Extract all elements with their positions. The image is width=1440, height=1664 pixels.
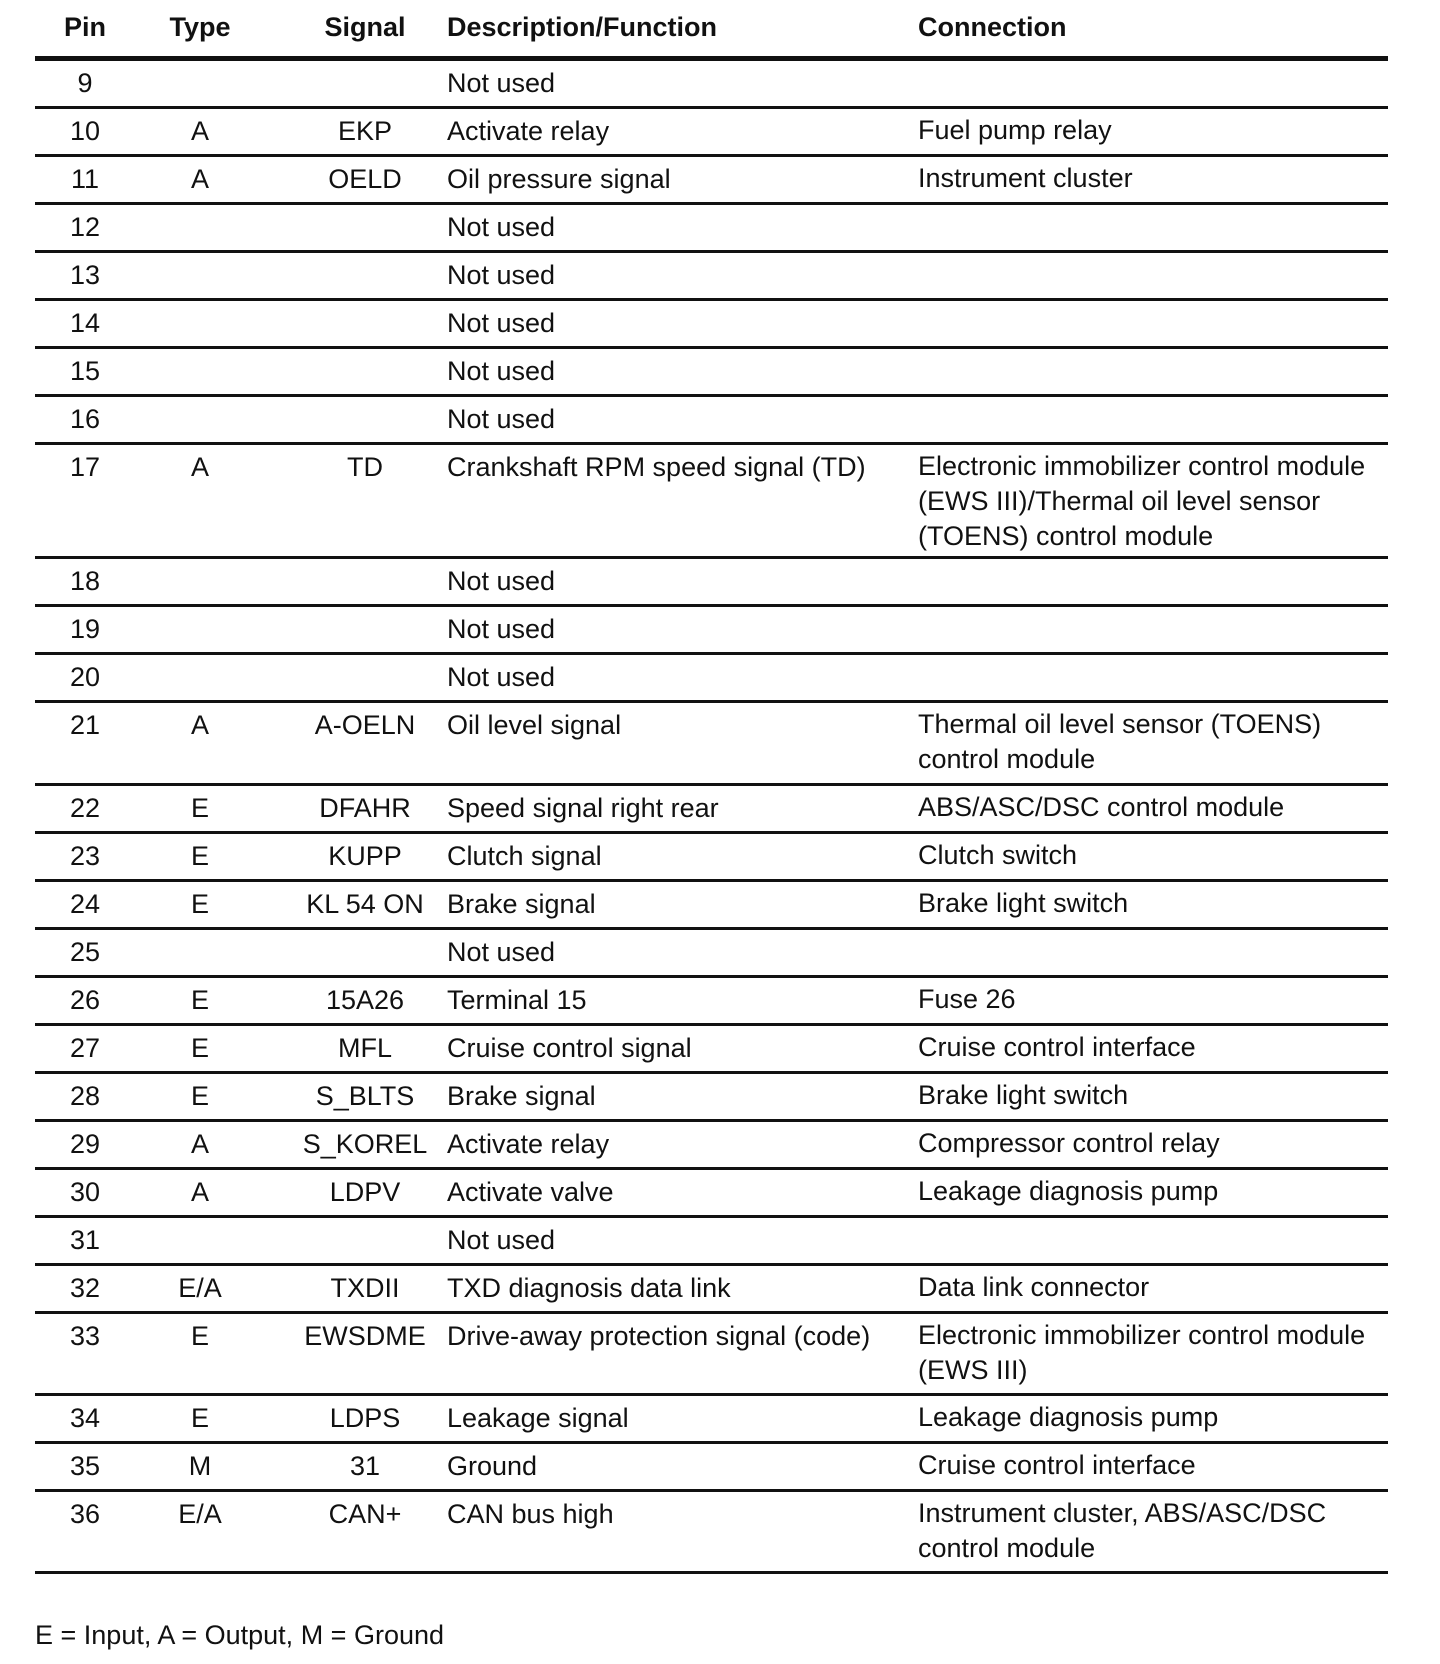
cell-pin: 30 xyxy=(69,1177,101,1207)
cell-signal: KUPP xyxy=(328,841,402,871)
header-description: Description/Function xyxy=(447,12,717,42)
table-row xyxy=(35,655,1388,703)
cell-type: E xyxy=(190,985,209,1015)
cell-pin: 25 xyxy=(69,937,101,967)
table-row xyxy=(35,157,1388,205)
table-row xyxy=(35,109,1388,157)
table-row xyxy=(35,786,1388,834)
table-row xyxy=(35,253,1388,301)
cell-connection: Thermal oil level sensor (TOENS) control module xyxy=(918,709,1322,774)
cell-pin: 14 xyxy=(69,308,101,338)
cell-pin: 17 xyxy=(69,452,101,482)
footnote: E = Input, A = Output, M = Ground xyxy=(35,1620,445,1650)
table-row xyxy=(35,1396,1388,1444)
cell-type: M xyxy=(188,1451,212,1481)
cell-pin: 26 xyxy=(69,985,101,1015)
cell-description: Speed signal right rear xyxy=(447,793,719,823)
cell-pin: 32 xyxy=(69,1273,101,1303)
cell-type: E xyxy=(190,889,209,919)
cell-pin: 34 xyxy=(69,1403,101,1433)
table-row xyxy=(35,61,1388,109)
table-header xyxy=(35,0,1388,61)
cell-pin: 28 xyxy=(69,1081,101,1111)
cell-description: Activate relay xyxy=(447,1129,610,1159)
cell-pin: 16 xyxy=(69,404,101,434)
cell-description: Terminal 15 xyxy=(447,985,587,1015)
cell-type: E/A xyxy=(178,1273,222,1303)
cell-connection: Leakage diagnosis pump xyxy=(918,1402,1219,1432)
table-row xyxy=(35,205,1388,253)
cell-description: TXD diagnosis data link xyxy=(447,1273,731,1303)
cell-signal: S_BLTS xyxy=(315,1081,415,1111)
table-row xyxy=(35,1218,1388,1266)
cell-signal: 31 xyxy=(349,1451,381,1481)
cell-pin: 20 xyxy=(69,662,101,692)
cell-connection: Data link connector xyxy=(918,1272,1150,1302)
cell-pin: 36 xyxy=(69,1499,101,1529)
cell-description: Not used xyxy=(447,308,556,338)
cell-connection: Cruise control interface xyxy=(918,1032,1196,1062)
cell-signal: S_KOREL xyxy=(302,1129,428,1159)
cell-signal: EKP xyxy=(337,116,393,146)
cell-signal: CAN+ xyxy=(328,1499,402,1529)
table-row xyxy=(35,978,1388,1026)
cell-description: Activate relay xyxy=(447,116,610,146)
cell-description: Leakage signal xyxy=(447,1403,629,1433)
table-row xyxy=(35,834,1388,882)
cell-pin: 9 xyxy=(77,68,93,98)
cell-pin: 22 xyxy=(69,793,101,823)
cell-description: Oil level signal xyxy=(447,710,622,740)
table-row xyxy=(35,1170,1388,1218)
cell-connection: Instrument cluster xyxy=(918,163,1133,193)
cell-description: CAN bus high xyxy=(447,1499,614,1529)
cell-description: Not used xyxy=(447,662,556,692)
cell-description: Activate valve xyxy=(447,1177,614,1207)
table-row xyxy=(35,397,1388,445)
cell-pin: 23 xyxy=(69,841,101,871)
cell-description: Not used xyxy=(447,404,556,434)
cell-signal: KL 54 ON xyxy=(306,889,424,919)
cell-type: E xyxy=(190,1403,209,1433)
cell-pin: 29 xyxy=(69,1129,101,1159)
cell-pin: 10 xyxy=(69,116,101,146)
cell-type: E xyxy=(190,793,209,823)
header-pin: Pin xyxy=(63,12,106,42)
cell-connection: Instrument cluster, ABS/ASC/DSC control module xyxy=(918,1498,1327,1563)
cell-connection: Fuse 26 xyxy=(918,984,1016,1014)
cell-signal: A-OELN xyxy=(314,710,416,740)
cell-type: A xyxy=(190,164,209,194)
header-connection: Connection xyxy=(918,12,1067,42)
cell-type: E xyxy=(190,1081,209,1111)
table-row xyxy=(35,559,1388,607)
cell-type: A xyxy=(190,1129,209,1159)
cell-type: E xyxy=(190,1321,209,1351)
cell-pin: 24 xyxy=(69,889,101,919)
cell-type: A xyxy=(190,1177,209,1207)
cell-connection: Fuel pump relay xyxy=(918,115,1112,145)
table-row xyxy=(35,703,1388,786)
table-row xyxy=(35,1026,1388,1074)
cell-pin: 13 xyxy=(69,260,101,290)
cell-pin: 27 xyxy=(69,1033,101,1063)
cell-type: E xyxy=(190,841,209,871)
pin-table xyxy=(35,0,1388,1574)
cell-signal: TD xyxy=(347,452,383,482)
cell-description: Ground xyxy=(447,1451,538,1481)
table-row xyxy=(35,349,1388,397)
cell-description: Not used xyxy=(447,212,556,242)
cell-description: Not used xyxy=(447,1225,556,1255)
cell-signal: LDPS xyxy=(329,1403,401,1433)
table-row xyxy=(35,1074,1388,1122)
table-row xyxy=(35,1266,1388,1314)
cell-signal: EWSDME xyxy=(304,1321,426,1351)
cell-description: Cruise control signal xyxy=(447,1033,692,1063)
cell-description: Not used xyxy=(447,937,556,967)
cell-connection: Brake light switch xyxy=(918,888,1129,918)
table-row xyxy=(35,1314,1388,1396)
table-row xyxy=(35,882,1388,930)
table-body xyxy=(35,61,1388,1574)
cell-connection: ABS/ASC/DSC control module xyxy=(918,792,1285,822)
cell-description: Not used xyxy=(447,566,556,596)
cell-connection: Leakage diagnosis pump xyxy=(918,1176,1219,1206)
cell-pin: 19 xyxy=(69,614,101,644)
table-row xyxy=(35,445,1388,559)
cell-pin: 15 xyxy=(69,356,101,386)
table-row xyxy=(35,607,1388,655)
cell-signal: TXDII xyxy=(330,1273,400,1303)
cell-signal: MFL xyxy=(338,1033,392,1063)
cell-connection: Electronic immobilizer control module (EWS III)/Thermal oil level sensor (TOENS) control module xyxy=(918,451,1366,551)
cell-description: Not used xyxy=(447,356,556,386)
cell-description: Drive-away protection signal (code) xyxy=(447,1321,871,1351)
cell-pin: 21 xyxy=(69,710,101,740)
table-row xyxy=(35,1444,1388,1492)
cell-signal: 15A26 xyxy=(325,985,405,1015)
cell-signal: LDPV xyxy=(329,1177,401,1207)
table-row xyxy=(35,930,1388,978)
cell-description: Not used xyxy=(447,614,556,644)
cell-description: Oil pressure signal xyxy=(447,164,671,194)
cell-type: A xyxy=(190,452,209,482)
cell-pin: 12 xyxy=(69,212,101,242)
cell-type: A xyxy=(190,710,209,740)
cell-connection: Compressor control relay xyxy=(918,1128,1220,1158)
cell-signal: OELD xyxy=(328,164,402,194)
cell-pin: 18 xyxy=(69,566,101,596)
cell-type: E/A xyxy=(178,1499,222,1529)
cell-description: Not used xyxy=(447,260,556,290)
cell-description: Clutch signal xyxy=(447,841,602,871)
cell-connection: Cruise control interface xyxy=(918,1450,1196,1480)
cell-description: Brake signal xyxy=(447,1081,596,1111)
cell-connection: Clutch switch xyxy=(918,840,1078,870)
cell-description: Not used xyxy=(447,68,556,98)
header-signal: Signal xyxy=(324,12,406,42)
cell-connection: Brake light switch xyxy=(918,1080,1129,1110)
header-type: Type xyxy=(169,12,231,42)
cell-pin: 11 xyxy=(70,164,100,194)
cell-pin: 33 xyxy=(69,1321,101,1351)
cell-description: Crankshaft RPM speed signal (TD) xyxy=(447,452,866,482)
cell-pin: 35 xyxy=(69,1451,101,1481)
table-row xyxy=(35,1492,1388,1574)
table-row xyxy=(35,301,1388,349)
cell-description: Brake signal xyxy=(447,889,596,919)
cell-pin: 31 xyxy=(69,1225,101,1255)
cell-signal: DFAHR xyxy=(319,793,411,823)
cell-type: A xyxy=(190,116,209,146)
cell-type: E xyxy=(190,1033,209,1063)
cell-connection: Electronic immobilizer control module (EWS III) xyxy=(918,1320,1366,1385)
table-row xyxy=(35,1122,1388,1170)
